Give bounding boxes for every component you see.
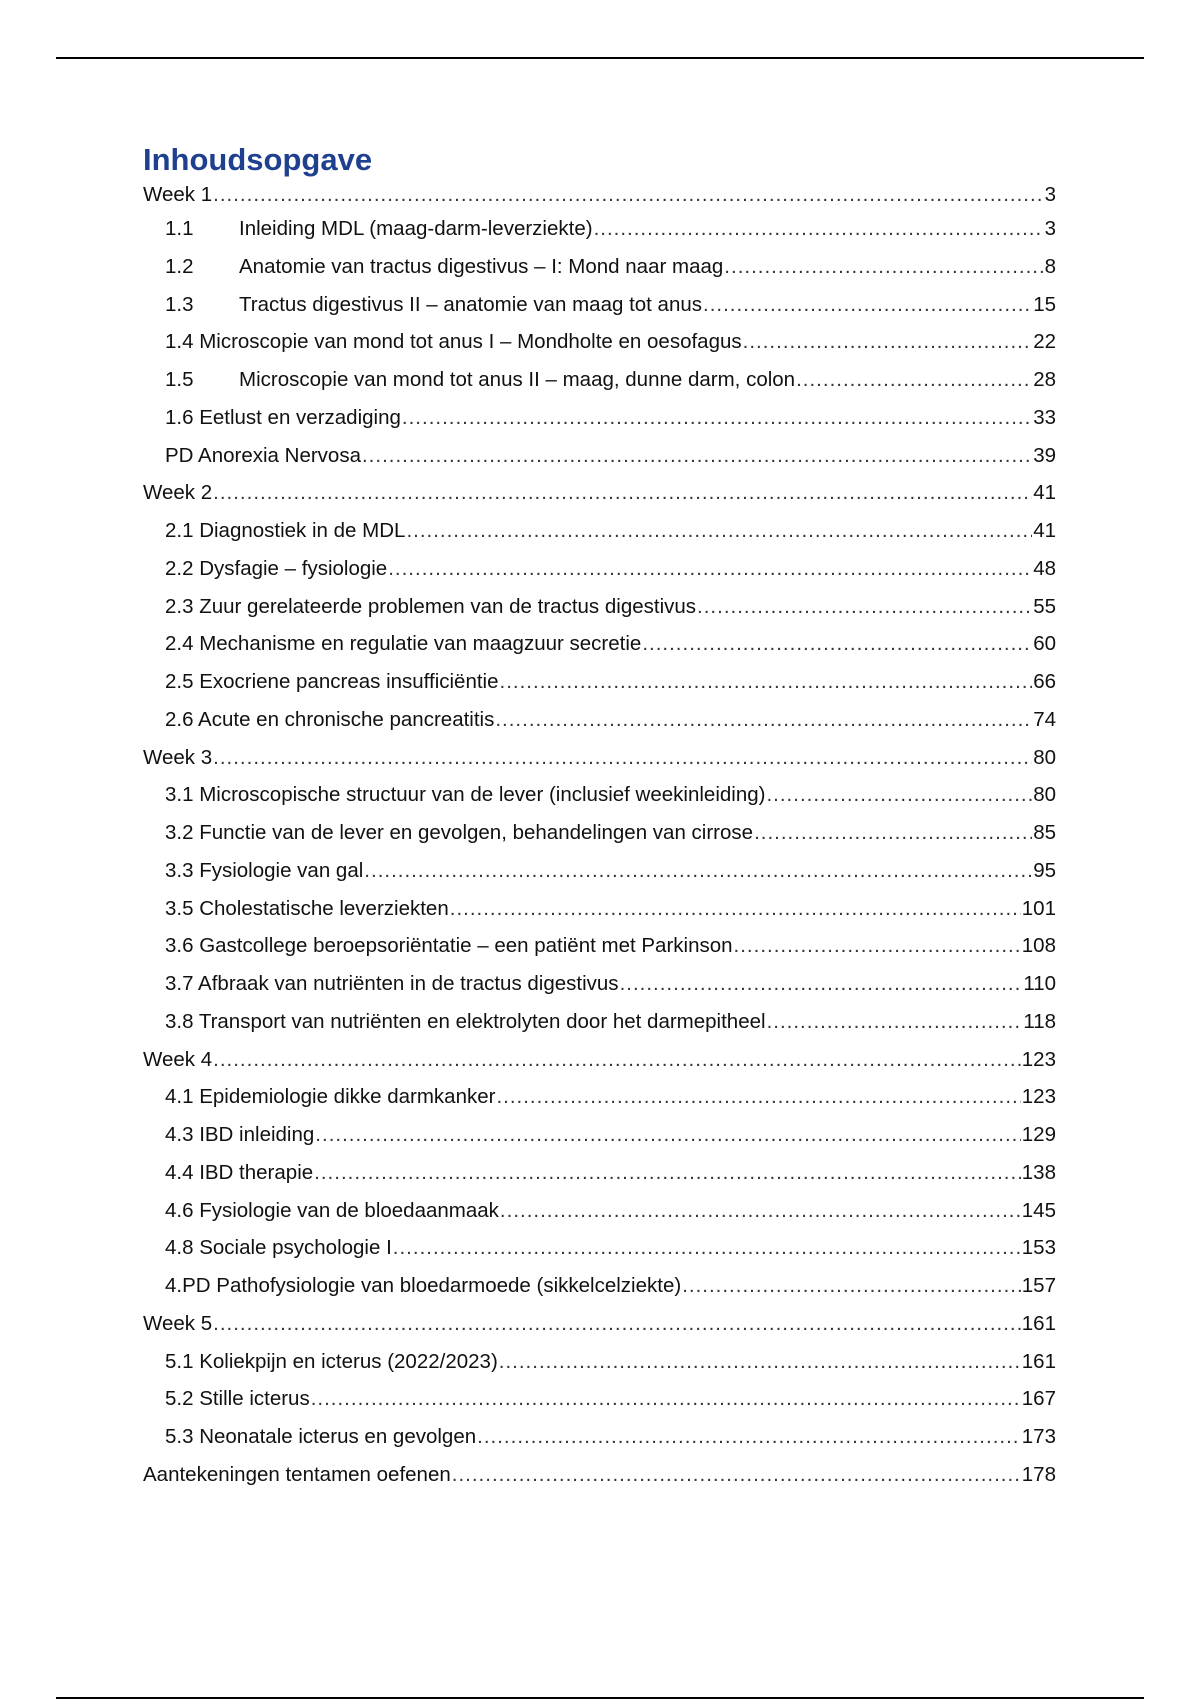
toc-entry-page: 8 bbox=[1044, 254, 1056, 278]
toc-entry-page: 167 bbox=[1021, 1387, 1056, 1411]
toc-dot-leader bbox=[496, 1078, 1020, 1116]
toc-entry-page: 33 bbox=[1033, 405, 1056, 429]
toc-dot-leader bbox=[703, 286, 1032, 324]
toc-dot-leader bbox=[388, 550, 1032, 588]
toc-entry-label: Tractus digestivus II – anatomie van maag tot anus bbox=[239, 292, 703, 316]
toc-entry[interactable] bbox=[143, 890, 1056, 928]
toc-entry-page: 161 bbox=[1021, 1349, 1056, 1373]
toc-entry-label: 4.4 IBD therapie bbox=[165, 1160, 314, 1184]
toc-entry-label: Week 4 bbox=[143, 1047, 213, 1071]
toc-entry-page: 3 bbox=[1044, 217, 1056, 240]
toc-entry[interactable] bbox=[143, 701, 1056, 739]
toc-entry-page: 123 bbox=[1021, 1085, 1056, 1109]
toc-dot-leader bbox=[213, 1305, 1021, 1343]
toc-entry-label: 5.3 Neonatale icterus en gevolgen bbox=[165, 1425, 477, 1448]
toc-entry[interactable] bbox=[143, 210, 1056, 248]
table-of-contents bbox=[143, 140, 1056, 1494]
toc-entry[interactable] bbox=[143, 1267, 1056, 1305]
toc-dot-leader bbox=[594, 210, 1044, 248]
toc-dot-leader bbox=[393, 1229, 1021, 1267]
toc-entry[interactable] bbox=[143, 1041, 1056, 1079]
toc-dot-leader bbox=[402, 399, 1032, 437]
toc-entry[interactable] bbox=[143, 1003, 1056, 1041]
toc-entry-label: 2.5 Exocriene pancreas insufficiëntie bbox=[165, 670, 499, 693]
toc-entry[interactable] bbox=[143, 588, 1056, 626]
toc-entry-label: 1.4 Microscopie van mond tot anus I – Mondholte en oesofagus bbox=[165, 330, 742, 354]
toc-entry[interactable] bbox=[143, 286, 1056, 324]
toc-entry-page: 66 bbox=[1033, 670, 1056, 693]
toc-entry-label: 2.3 Zuur gerelateerde problemen van de tractus digestivus bbox=[165, 594, 697, 618]
toc-entry-label: 3.3 Fysiologie van gal bbox=[165, 858, 364, 882]
toc-entry[interactable] bbox=[143, 927, 1056, 965]
toc-entry-label: 3.2 Functie van de lever en gevolgen, behandelingen van cirrose bbox=[165, 821, 754, 844]
toc-entry-label: Aantekeningen tentamen oefenen bbox=[143, 1462, 451, 1486]
toc-entry-page: 74 bbox=[1033, 707, 1056, 731]
toc-entry[interactable] bbox=[143, 739, 1056, 777]
toc-entry-page: 145 bbox=[1021, 1198, 1056, 1222]
toc-entry-label: Microscopie van mond tot anus II – maag, dunne darm, colon bbox=[239, 368, 796, 391]
toc-entry-page: 41 bbox=[1033, 481, 1056, 505]
toc-dot-leader bbox=[766, 776, 1032, 814]
toc-entry[interactable] bbox=[143, 1343, 1056, 1381]
toc-dot-leader bbox=[500, 1192, 1021, 1230]
toc-title: Inhoudsopgave bbox=[143, 142, 373, 177]
toc-dot-leader bbox=[642, 625, 1032, 663]
toc-entry-number: 1.3 bbox=[165, 292, 194, 316]
toc-entry-page: 80 bbox=[1033, 783, 1056, 807]
toc-entry-page: 129 bbox=[1021, 1123, 1056, 1146]
toc-entry-label: 3.6 Gastcollege beroepsoriëntatie – een patiënt met Parkinson bbox=[165, 934, 733, 958]
toc-dot-leader bbox=[499, 1343, 1021, 1381]
toc-entry[interactable] bbox=[143, 625, 1056, 663]
toc-entry-page: 108 bbox=[1021, 934, 1056, 958]
toc-entry-page: 3 bbox=[1044, 183, 1056, 206]
toc-entry-label: 4.6 Fysiologie van de bloedaanmaak bbox=[165, 1198, 499, 1222]
toc-entry[interactable] bbox=[143, 1305, 1056, 1343]
toc-dot-leader bbox=[697, 588, 1032, 626]
toc-dot-leader bbox=[213, 739, 1032, 777]
toc-dot-leader bbox=[620, 965, 1023, 1003]
toc-entry-label: 3.7 Afbraak van nutriënten in de tractus digestivus bbox=[165, 972, 619, 995]
toc-entry-page: 22 bbox=[1033, 330, 1056, 354]
toc-dot-leader bbox=[500, 663, 1033, 701]
toc-entry-label: 2.4 Mechanisme en regulatie van maagzuur secretie bbox=[165, 632, 642, 656]
toc-dot-leader bbox=[743, 323, 1033, 361]
toc-entry[interactable] bbox=[143, 180, 1056, 210]
toc-entry-label: 2.6 Acute en chronische pancreatitis bbox=[165, 707, 495, 731]
toc-dot-leader bbox=[452, 1456, 1021, 1494]
toc-entry-label: PD Anorexia Nervosa bbox=[165, 443, 361, 467]
toc-dot-leader bbox=[477, 1418, 1021, 1456]
toc-entry-label: 4.8 Sociale psychologie I bbox=[165, 1236, 392, 1260]
toc-entry[interactable] bbox=[143, 852, 1056, 890]
toc-dot-leader bbox=[315, 1116, 1020, 1154]
toc-entry-label: Week 2 bbox=[143, 481, 213, 505]
toc-entry[interactable] bbox=[143, 323, 1056, 361]
toc-entry-label: 2.1 Diagnostiek in de MDL bbox=[165, 519, 406, 542]
toc-entry[interactable] bbox=[143, 361, 1056, 399]
toc-entry-page: 123 bbox=[1021, 1047, 1056, 1071]
toc-entry[interactable] bbox=[143, 1192, 1056, 1230]
toc-entry[interactable] bbox=[143, 965, 1056, 1003]
toc-entry[interactable] bbox=[143, 248, 1056, 286]
toc-entry-number: 1.5 bbox=[165, 368, 194, 391]
toc-entry-label: 4.1 Epidemiologie dikke darmkanker bbox=[165, 1085, 496, 1109]
toc-entry-page: 15 bbox=[1033, 292, 1056, 316]
toc-entry-label: 5.2 Stille icterus bbox=[165, 1387, 310, 1411]
toc-entry-number: 1.2 bbox=[165, 254, 194, 278]
toc-entry-label: Anatomie van tractus digestivus – I: Mond naar maag bbox=[239, 254, 724, 278]
toc-entry-label: 5.1 Koliekpijn en icterus (2022/2023) bbox=[165, 1349, 498, 1373]
toc-entry[interactable] bbox=[143, 1078, 1056, 1116]
toc-entry[interactable] bbox=[143, 1418, 1056, 1456]
toc-entry-page: 80 bbox=[1033, 745, 1056, 769]
toc-entry[interactable] bbox=[143, 399, 1056, 437]
toc-entry-label: 3.8 Transport van nutriënten en elektrolyten door het darmepitheel bbox=[165, 1009, 766, 1033]
toc-dot-leader bbox=[213, 180, 1043, 210]
toc-entry-label: Week 3 bbox=[143, 745, 213, 769]
toc-entry[interactable] bbox=[143, 1229, 1056, 1267]
toc-entry[interactable] bbox=[143, 776, 1056, 814]
toc-entry[interactable] bbox=[143, 663, 1056, 701]
toc-entry-page: 28 bbox=[1033, 368, 1056, 391]
toc-entry-label: Week 1 bbox=[143, 183, 213, 206]
toc-entry-label: 2.2 Dysfagie – fysiologie bbox=[165, 556, 388, 580]
toc-entry-page: 55 bbox=[1033, 594, 1056, 618]
toc-dot-leader bbox=[767, 1003, 1023, 1041]
toc-entry-label: 4.PD Pathofysiologie van bloedarmoede (sikkelcelziekte) bbox=[165, 1274, 682, 1297]
toc-entry-page: 118 bbox=[1023, 1009, 1056, 1033]
toc-dot-leader bbox=[450, 890, 1021, 928]
toc-entry[interactable] bbox=[143, 1116, 1056, 1154]
toc-entry-page: 101 bbox=[1021, 896, 1056, 920]
toc-entry-page: 173 bbox=[1021, 1425, 1056, 1448]
toc-dot-leader bbox=[724, 248, 1043, 286]
toc-entry-label: 3.5 Cholestatische leverziekten bbox=[165, 896, 449, 920]
toc-entry[interactable] bbox=[143, 474, 1056, 512]
toc-entry-page: 95 bbox=[1033, 858, 1056, 882]
toc-dot-leader bbox=[364, 852, 1032, 890]
toc-entry-label: 1.6 Eetlust en verzadiging bbox=[165, 405, 401, 429]
toc-entry-label: 4.3 IBD inleiding bbox=[165, 1123, 315, 1146]
toc-entry-number: 1.1 bbox=[165, 217, 194, 240]
toc-dot-leader bbox=[406, 512, 1032, 550]
toc-dot-leader bbox=[213, 1041, 1021, 1079]
toc-list bbox=[143, 180, 1056, 1494]
toc-entry-page: 157 bbox=[1021, 1274, 1056, 1297]
footer-rule bbox=[56, 1697, 1144, 1699]
toc-dot-leader bbox=[495, 701, 1032, 739]
toc-entry-page: 41 bbox=[1033, 519, 1056, 542]
toc-entry-page: 85 bbox=[1033, 821, 1056, 844]
toc-entry-page: 110 bbox=[1023, 972, 1056, 995]
toc-entry-label: Inleiding MDL (maag-darm-leverziekte) bbox=[239, 217, 593, 240]
toc-dot-leader bbox=[314, 1154, 1021, 1192]
toc-entry[interactable] bbox=[143, 1456, 1056, 1494]
toc-entry-page: 60 bbox=[1033, 632, 1056, 656]
header-rule bbox=[56, 57, 1144, 59]
toc-entry-page: 161 bbox=[1021, 1311, 1056, 1335]
toc-entry-page: 138 bbox=[1021, 1160, 1056, 1184]
toc-entry-page: 153 bbox=[1021, 1236, 1056, 1260]
toc-entry-label: Week 5 bbox=[143, 1311, 213, 1335]
toc-dot-leader bbox=[754, 814, 1032, 852]
toc-entry-page: 39 bbox=[1033, 443, 1056, 467]
toc-dot-leader bbox=[362, 437, 1032, 475]
toc-dot-leader bbox=[311, 1380, 1021, 1418]
toc-dot-leader bbox=[682, 1267, 1021, 1305]
toc-entry[interactable] bbox=[143, 814, 1056, 852]
toc-dot-leader bbox=[213, 474, 1032, 512]
toc-entry[interactable] bbox=[143, 550, 1056, 588]
toc-entry-label: 3.1 Microscopische structuur van de lever (inclusief weekinleiding) bbox=[165, 783, 766, 807]
toc-entry[interactable] bbox=[143, 512, 1056, 550]
toc-dot-leader bbox=[734, 927, 1021, 965]
toc-entry[interactable] bbox=[143, 437, 1056, 475]
toc-entry-page: 48 bbox=[1033, 556, 1056, 580]
toc-entry-page: 178 bbox=[1021, 1462, 1056, 1486]
toc-entry[interactable] bbox=[143, 1154, 1056, 1192]
toc-entry[interactable] bbox=[143, 1380, 1056, 1418]
toc-dot-leader bbox=[796, 361, 1032, 399]
